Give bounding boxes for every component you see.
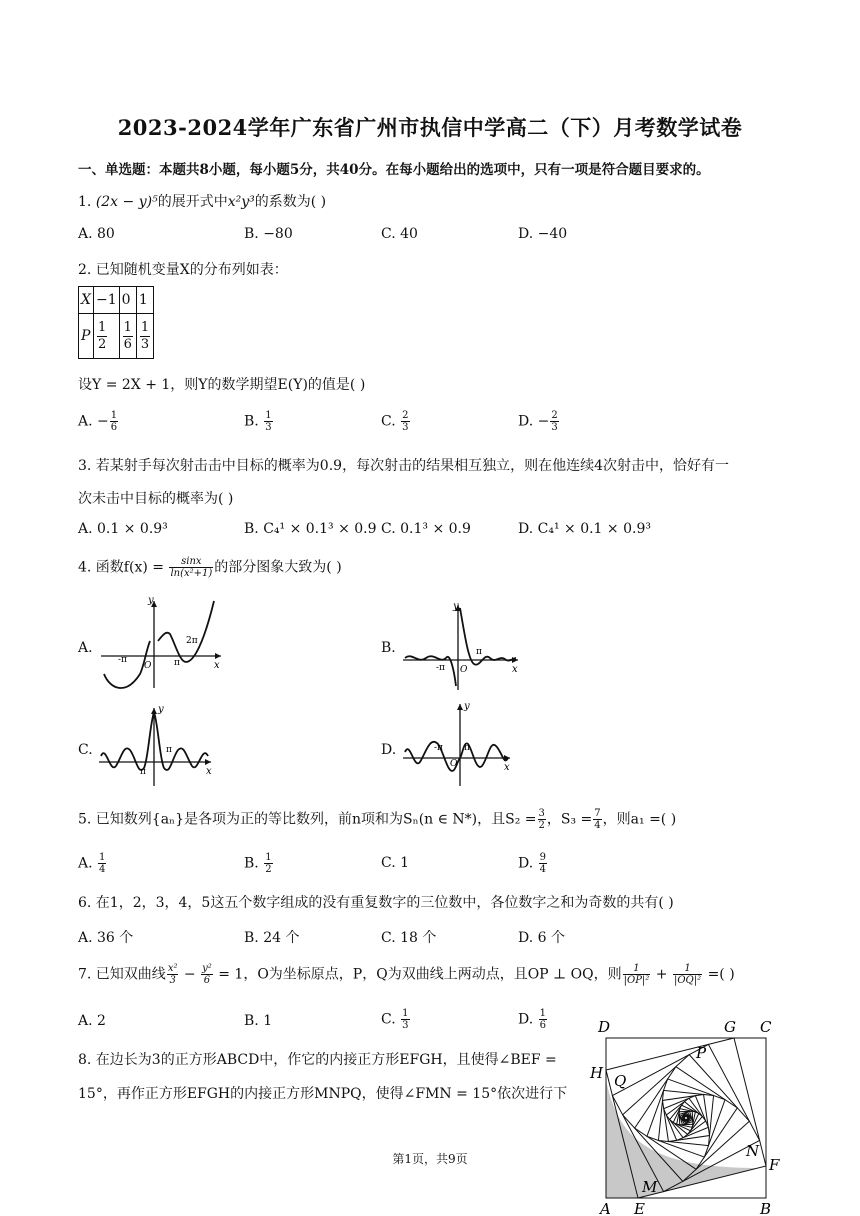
svg-text:π: π [174,658,180,668]
svg-text:B: B [760,1200,772,1216]
q6-option-c[interactable]: C. 18 个 [381,930,437,946]
q5-option-d[interactable]: D. $\frac{9}{4}$ [518,852,547,875]
table-cell: $\frac{1}{6}$ [119,314,136,359]
q3-option-d[interactable]: D. C₄¹ × 0.1 × 0.9³ [518,521,651,537]
svg-text:2π: 2π [186,636,198,646]
q7-option-c[interactable]: C. $\frac{1}{3}$ [381,1008,409,1031]
table-cell: P [79,314,94,359]
q3-option-c[interactable]: C. 0.1³ × 0.9 [381,521,471,537]
svg-text:-π: -π [118,655,127,665]
svg-text:π: π [140,767,146,777]
q2-option-b[interactable]: B. $\frac{1}{3}$ [244,410,272,433]
table-cell: −1 [93,287,119,314]
svg-text:x: x [206,766,212,777]
q4-graph-c[interactable] [96,704,216,789]
section-heading: 一、单选题：本题共8小题，每小题5分，共40分。在每小题给出的选项中，只有一项是符合题目要求的。 [78,162,710,178]
table-cell: 0 [119,287,136,314]
question-3-line2: 次未击中目标的概率为( ) [78,491,234,507]
svg-text:π: π [476,647,482,657]
q3-option-b[interactable]: B. C₄¹ × 0.1³ × 0.9 [244,521,377,537]
svg-text:M: M [642,1178,658,1196]
nested-square [670,1102,703,1135]
svg-text:P: P [696,1044,707,1062]
nested-square [666,1098,705,1137]
nested-squares-figure [588,1018,788,1216]
question-4-stem: 4. 函数f(x) = $\frac{\sin x}{\text{ln(x²+1)}}$ 的部分图象大致为( ) [78,556,342,579]
q4-graph-b[interactable] [400,600,525,692]
q6-option-d[interactable]: D. 6 个 [518,930,565,946]
q6-option-a[interactable]: A. 36 个 [78,930,134,946]
q5-option-c[interactable]: C. 1 [381,855,410,871]
q4-graph-a[interactable] [96,596,226,691]
svg-text:Q: Q [614,1072,627,1090]
q4-option-d-label[interactable]: D. [381,742,397,758]
q1-term: x²y³ [227,194,255,210]
svg-text:F: F [769,1156,780,1174]
q3-option-a[interactable]: A. 0.1 × 0.9³ [78,521,168,537]
q1-option-d[interactable]: D. −40 [518,226,568,242]
svg-text:y: y [464,701,470,712]
q4-option-c-label[interactable]: C. [78,742,93,758]
q2-option-a[interactable]: A. − $\frac{1}{6}$ [78,410,118,433]
question-3-line1: 3. 若某射手每次射击击中目标的概率为0.9，每次射击的结果相互独立，则在他连续4次射击中，恰好有一 [78,458,729,474]
q7-option-d[interactable]: D. $\frac{1}{6}$ [518,1008,547,1031]
q4-option-a-label[interactable]: A. [78,640,93,656]
svg-text:y: y [453,601,459,612]
q5-option-a[interactable]: A. $\frac{1}{4}$ [78,852,106,875]
table-cell: $\frac{1}{2}$ [93,314,119,359]
svg-text:O: O [460,665,468,675]
question-6-stem: 6. 在1，2，3，4，5这五个数字组成的没有重复数字的三位数中，各位数字之和为奇数的共有( ) [78,895,674,911]
question-2-line2: 设Y = 2X + 1，则Y的数学期望E(Y)的值是( ) [78,377,366,393]
nested-square [658,1090,713,1145]
q1-expression: (2x − y)⁵ [95,194,158,210]
nested-square [662,1094,709,1141]
svg-text:O: O [450,759,458,769]
svg-text:π: π [464,743,470,753]
nested-square [684,1116,688,1120]
distribution-table [78,286,154,359]
svg-text:H: H [590,1064,604,1082]
svg-text:A: A [600,1200,611,1216]
nested-square [673,1105,699,1131]
nested-square [647,1079,725,1157]
svg-text:y: y [158,704,164,715]
svg-text:x: x [512,664,518,675]
question-5-stem: 5. 已知数列{aₙ}是各项为正的等比数列，前n项和为Sₙ(n ∈ N*)，且S₂ = $\frac{3}{2}$ ，S₃ = $\frac{7}{4}$ ，则a₁ =( ) [78,808,677,831]
q2-option-c[interactable]: C. $\frac{2}{3}$ [381,410,409,433]
q7-option-b[interactable]: B. 1 [244,1013,273,1029]
svg-text:x: x [504,762,510,773]
q4-option-b-label[interactable]: B. [381,640,396,656]
svg-text:-π: -π [436,663,445,673]
page-footer: 第1页，共9页 [392,1152,468,1166]
question-8-line2: 15°，再作正方形EFGH的内接正方形MNPQ，使得∠FMN = 15°依次进行下 [78,1086,568,1102]
svg-text:N: N [746,1142,760,1160]
svg-text:D: D [598,1018,611,1036]
svg-text:-π: -π [434,743,443,753]
q5-option-b[interactable]: B. $\frac{1}{2}$ [244,852,272,875]
question-2-stem: 2. 已知随机变量X的分布列如表： [78,262,288,278]
svg-text:C: C [760,1018,772,1036]
q1-option-b[interactable]: B. −80 [244,226,293,242]
q2-option-d[interactable]: D. − $\frac{2}{3}$ [518,410,558,433]
page-title: 2023-2024学年广东省广州市执信中学高二（下）月考数学试卷 [117,115,743,140]
q6-option-b[interactable]: B. 24 个 [244,930,300,946]
table-cell: $\frac{1}{3}$ [136,314,153,359]
question-7-stem: 7. 已知双曲线 $\frac{\text{x²}}{3}$ − $\frac{\text{y²}}{6}$ = 1，O为坐标原点，P，Q为双曲线上两动点，且OP ⊥ OQ，则 $\frac{1}{\text{|OP|²}}$ + $\frac{1}{\text{|OQ|²}}$ =( ) [78,963,735,986]
svg-text:y: y [148,596,154,606]
table-cell: 1 [136,287,153,314]
svg-text:x: x [214,660,220,671]
svg-text:E: E [634,1200,645,1216]
question-1-stem: 1. (2x − y)⁵的展开式中x²y³的系数为( ) [78,194,327,210]
table-cell: X [79,287,94,314]
svg-text:π: π [166,745,172,755]
q1-option-a[interactable]: A. 80 [78,226,115,242]
svg-text:G: G [724,1018,736,1036]
question-8-line1: 8. 在边长为3的正方形ABCD中，作它的内接正方形EFGH，且使得∠BEF = [78,1052,557,1068]
q4-graph-d[interactable] [400,700,515,790]
q7-option-a[interactable]: A. 2 [78,1013,106,1029]
q1-option-c[interactable]: C. 40 [381,226,418,242]
svg-text:O: O [144,661,152,671]
